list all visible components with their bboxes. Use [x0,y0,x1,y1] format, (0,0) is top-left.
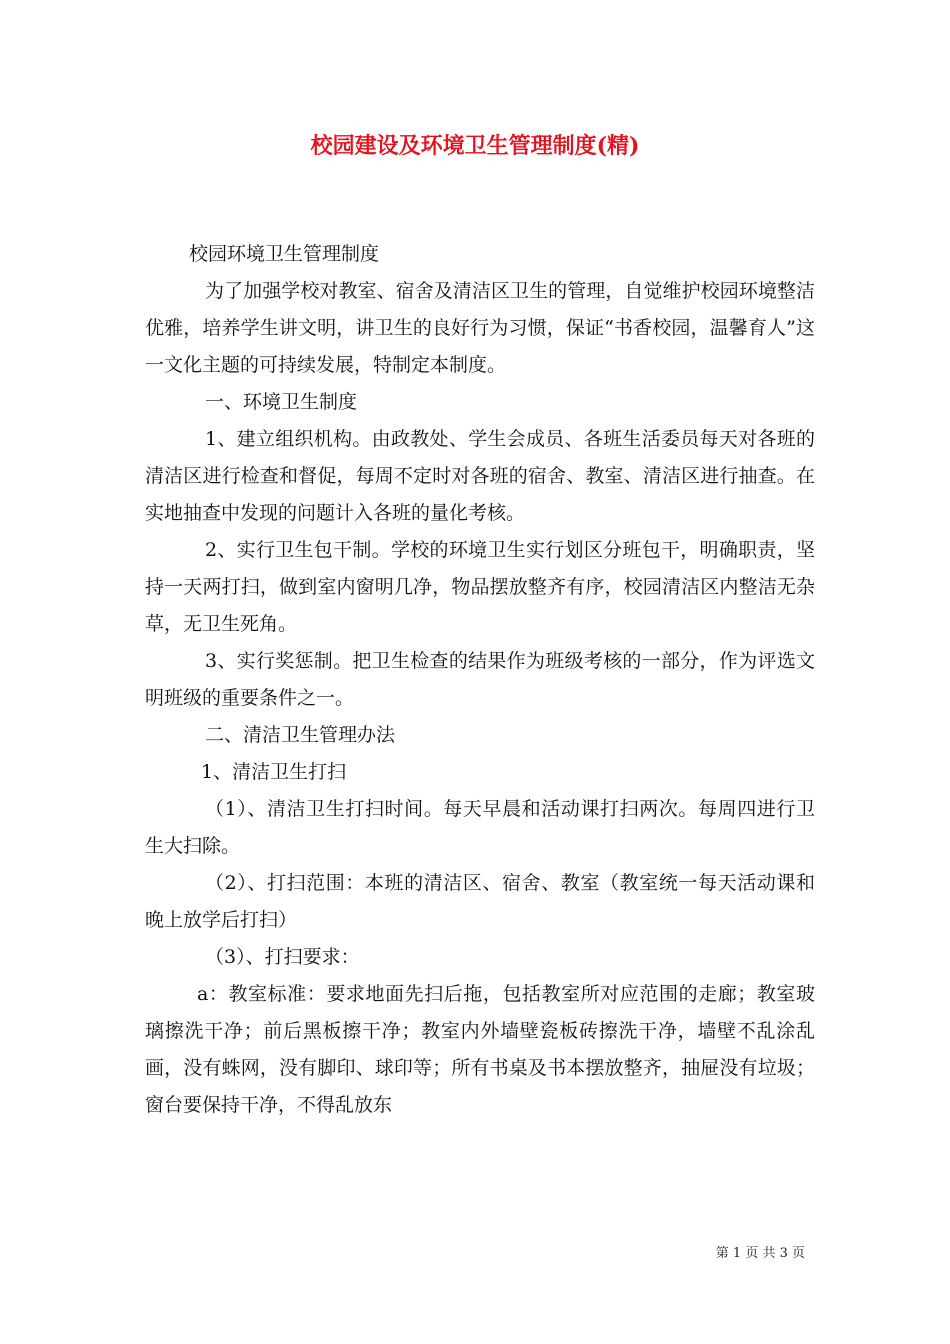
document-title: 校园建设及环境卫生管理制度(精) [310,133,640,159]
paragraph: （3）、打扫要求： [205,946,360,968]
paragraph: 为了加强学校对教室、宿舍及清洁区卫生的管理，自觉维护校园环境整洁优雅，培养学生讲文明，讲卫生的良好行为习惯，保证“书香校园，温馨育人”这一文化主题的可持续发展，特制定本制度。 [145,280,815,376]
document-body [145,236,815,1124]
page-number: 第 1 页 共 3 页 [715,1246,805,1261]
paragraph: a：教室标准：要求地面先扫后拖，包括教室所对应范围的走廊；教室玻璃擦洗干净；前后黑板擦干净；教室内外墙壁瓷板砖擦洗干净，墙壁不乱涂乱画，没有蛛网，没有脚印、球印等；所有书桌及书本摆放整齐，抽屉没有垃圾；窗台要保持干净，不得乱放东 [145,983,815,1116]
paragraph: 3、实行奖惩制。把卫生检查的结果作为班级考核的一部分，作为评选文明班级的重要条件之一。 [145,650,815,709]
paragraph: 2、实行卫生包干制。学校的环境卫生实行划区分班包干，明确职责，坚持一天两打扫，做到室内窗明几净，物品摆放整齐有序，校园清洁区内整洁无杂草，无卫生死角。 [145,539,815,635]
sub-heading: 1、清洁卫生打扫 [201,761,347,783]
paragraph: （1）、清洁卫生打扫时间。每天早晨和活动课打扫两次。每周四进行卫生大扫除。 [145,798,815,857]
paragraph: 1、建立组织机构。由政教处、学生会成员、各班生活委员每天对各班的清洁区进行检查和督促，每周不定时对各班的宿舍、教室、清洁区进行抽查。在实地抽查中发现的问题计入各班的量化考核。 [145,428,815,524]
section-heading: 校园环境卫生管理制度 [189,243,380,265]
section-heading: 二、清洁卫生管理办法 [205,724,396,746]
section-heading: 一、环境卫生制度 [205,391,358,413]
paragraph: （2）、打扫范围：本班的清洁区、宿舍、教室（教室统一每天活动课和晚上放学后打扫） [145,872,815,931]
